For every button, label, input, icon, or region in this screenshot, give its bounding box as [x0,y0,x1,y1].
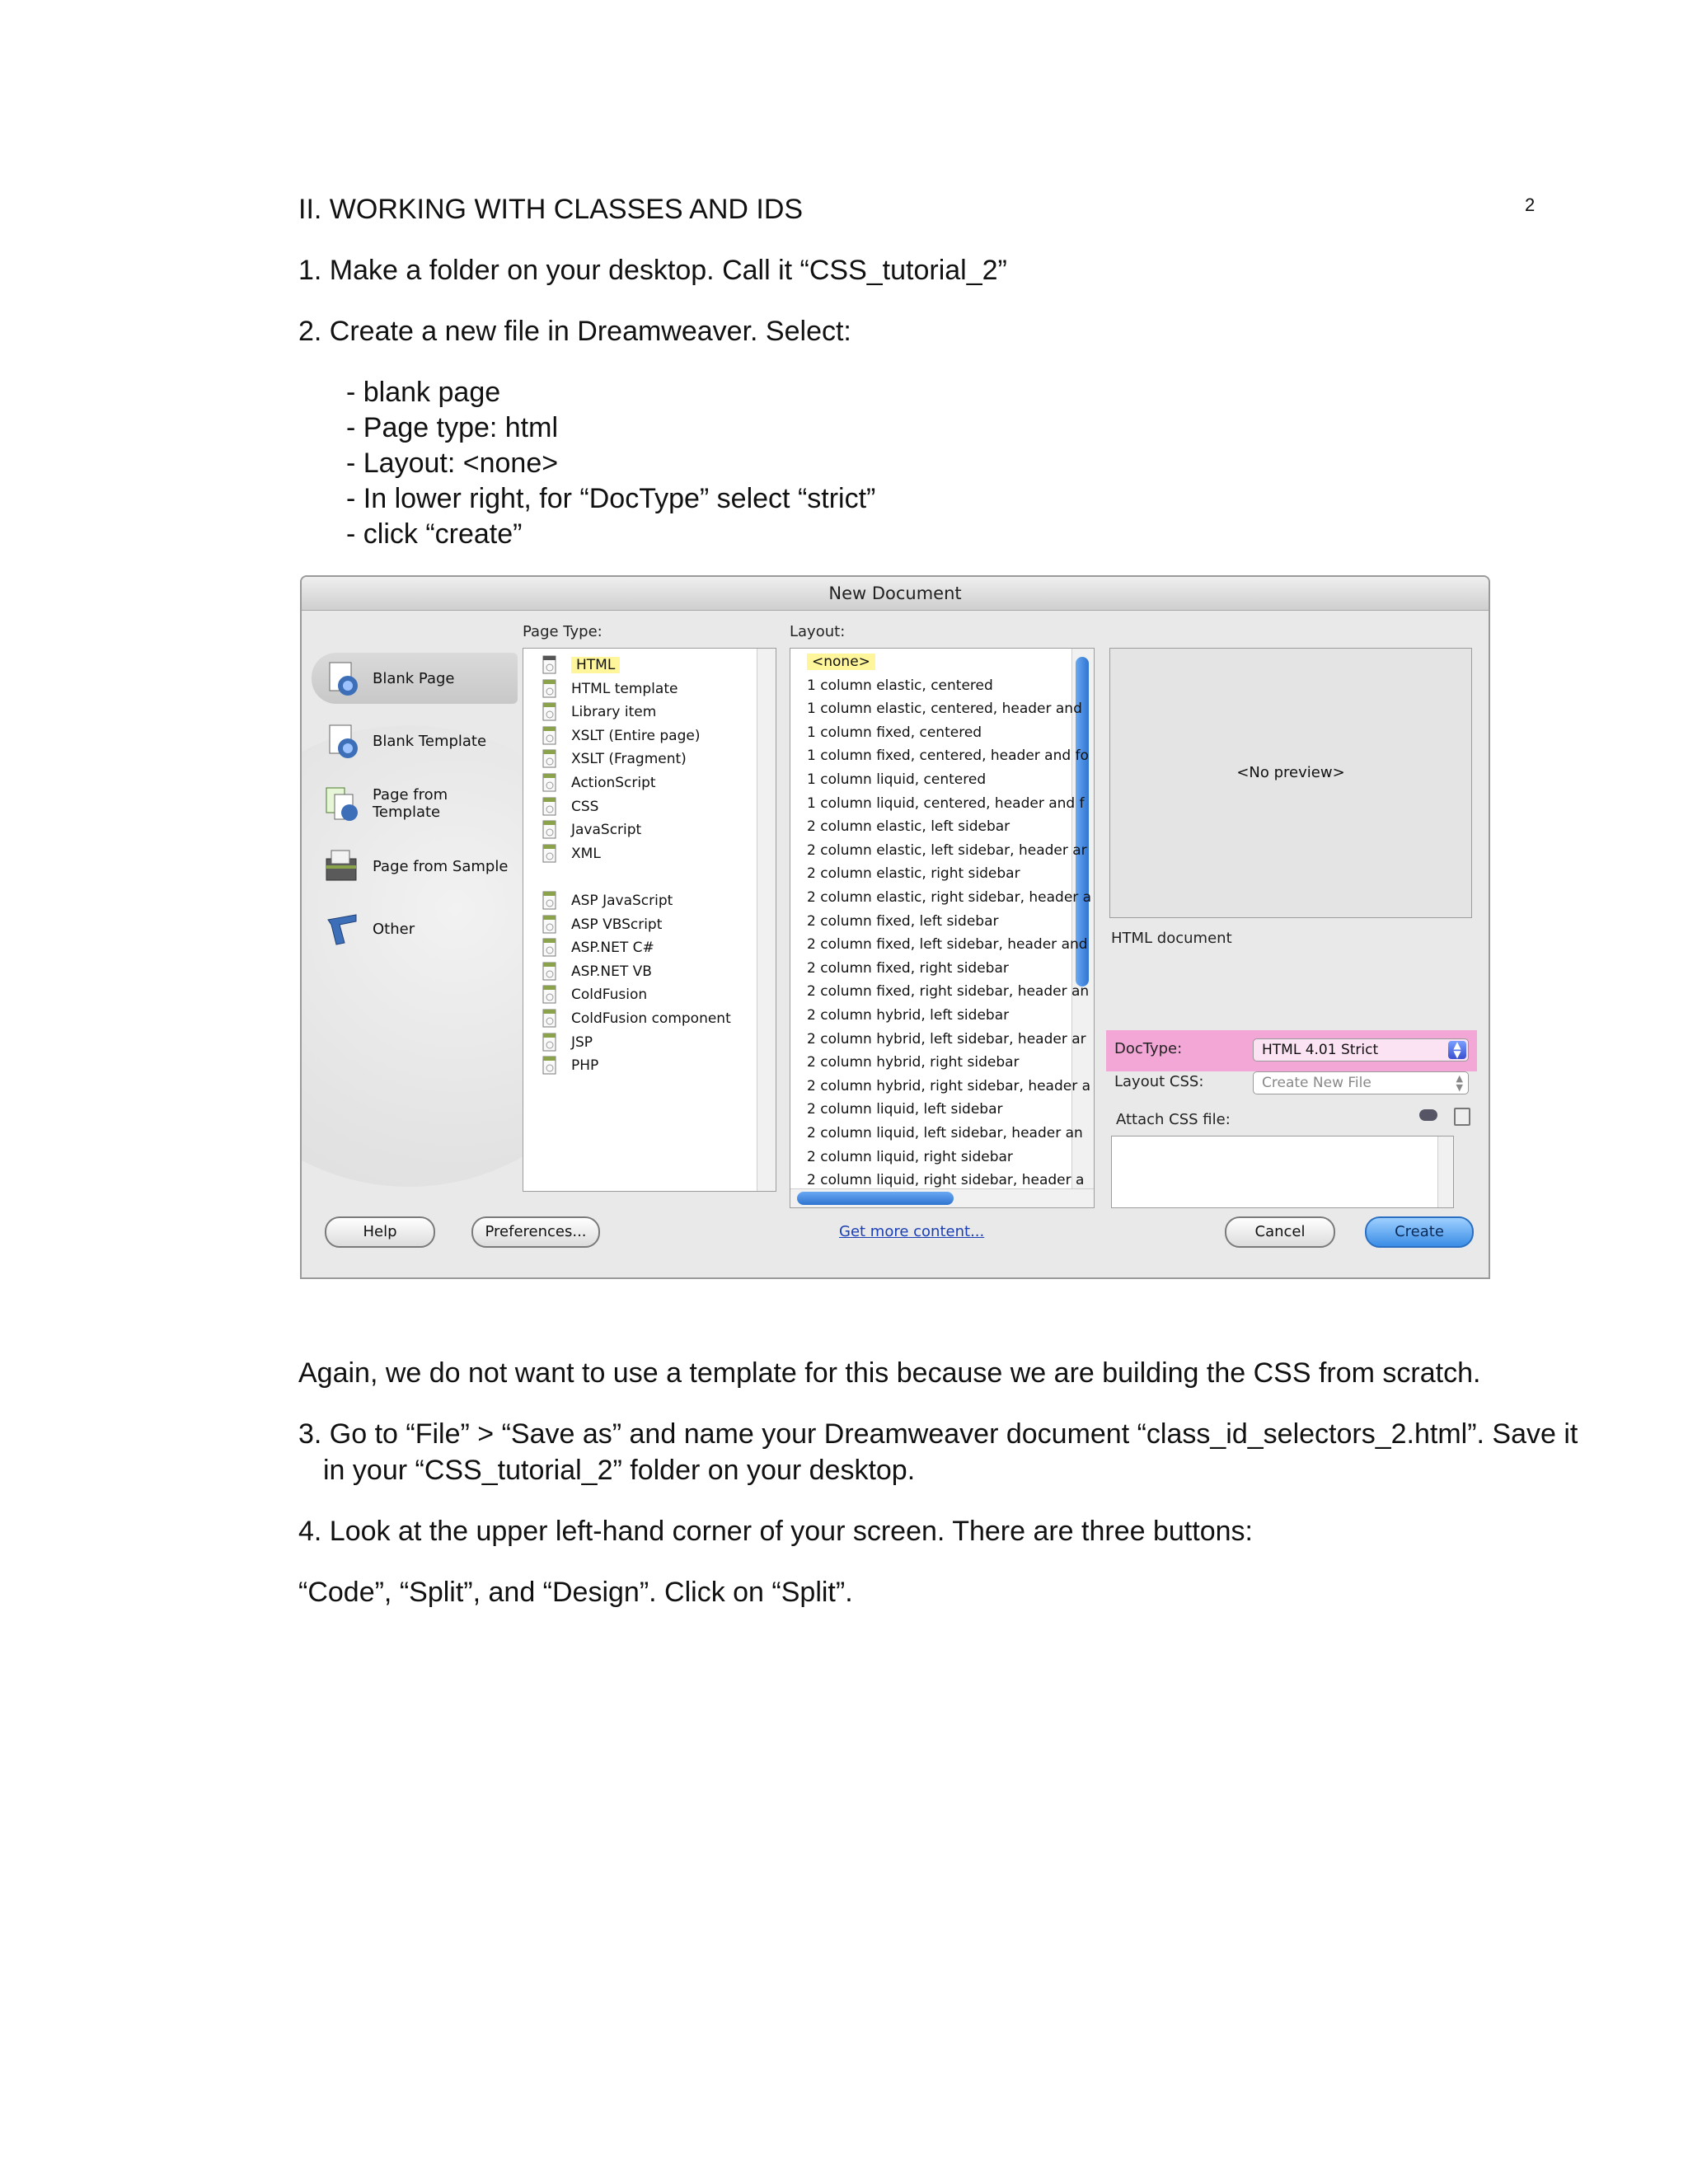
layout-item[interactable] [807,1146,1013,1169]
layout-label: 2 column fixed, left sidebar, header and [807,936,1088,954]
step-4-continued: “Code”, “Split”, and “Design”. Click on “Split”. [298,1577,853,1608]
file-icon [542,1056,558,1076]
layout-item[interactable] [807,768,986,791]
page-type-label: HTML [571,657,620,673]
layout-item[interactable] [807,933,1088,956]
bullet-doctype: - In lower right, for “DocType” select “strict” [346,483,876,514]
page-type-label: ActionScript [571,775,656,791]
layout-item[interactable] [807,1169,1084,1192]
dialog-title: New Document [302,577,1489,611]
layout-label: 2 column liquid, right sidebar [807,1148,1013,1165]
step-4: 4. Look at the upper left-hand corner of your screen. There are three buttons: [298,1516,1253,1547]
other-icon [323,910,361,948]
select-arrows-icon: ▲ ▼ [1456,1073,1463,1093]
blank-template-icon [323,722,361,760]
page-type-label: PHP [571,1057,599,1075]
layout-label: 2 column fixed, right sidebar [807,959,1009,977]
file-icon [542,891,558,911]
link-chain-icon[interactable] [1419,1109,1437,1121]
step-3-line-2: in your “CSS_tutorial_2” folder on your desktop. [323,1455,916,1486]
layout-item[interactable] [807,674,993,697]
category-blank-template[interactable] [312,715,518,766]
layout-item[interactable] [807,957,1009,980]
layout-label: 2 column elastic, right sidebar [807,865,1020,883]
doctype-select[interactable] [1253,1038,1469,1062]
file-icon [542,679,558,699]
preferences-button[interactable]: Preferences... [471,1216,600,1248]
page-type-label: JavaScript [571,822,642,839]
create-button[interactable]: Create [1365,1216,1474,1248]
layout-label: 2 column elastic, left sidebar, header ar [807,841,1087,859]
layout-item[interactable] [807,721,982,744]
file-icon [542,797,558,817]
layout-label: 2 column liquid, right sidebar, header a [807,1172,1085,1189]
file-icon [542,985,558,1005]
help-button[interactable]: Help [325,1216,435,1248]
preview-pane [1109,648,1472,918]
page-type-item[interactable] [571,842,601,865]
category-other[interactable] [312,903,518,954]
page-type-scrollbar[interactable] [757,649,776,1191]
bullet-layout: - Layout: <none> [346,448,559,479]
layout-item[interactable] [807,697,1082,720]
new-document-dialog [300,575,1490,1279]
page-number: 2 [1525,194,1536,215]
layout-item[interactable] [807,815,1010,838]
page-type-label: ColdFusion component [571,1010,731,1027]
page-type-label: ColdFusion [571,987,648,1004]
layout-label: 2 column liquid, left sidebar, header an [807,1125,1083,1141]
page-type-label: XML [571,845,601,862]
layout-item[interactable] [807,1075,1090,1098]
layout-h-scroll-thumb[interactable] [797,1192,954,1205]
layout-label: 2 column hybrid, left sidebar, header ar [807,1030,1086,1047]
layout-css-label: Layout CSS: [1114,1073,1204,1090]
layout-item[interactable] [807,886,1091,909]
file-icon [542,938,558,958]
layout-item[interactable] [807,650,875,673]
file-icon [542,655,558,675]
layout-label: Layout: [790,623,846,640]
page-type-label: CSS [571,798,599,815]
file-icon [542,702,558,722]
page-type-item[interactable] [571,818,641,841]
category-page-from-template[interactable] [312,778,518,829]
page-type-item[interactable] [571,701,656,724]
layout-item[interactable] [807,792,1085,815]
category-label: Blank Template [373,732,487,750]
file-icon [542,962,558,982]
page-from-sample-icon [323,847,361,885]
page-type-item[interactable] [571,771,656,794]
layout-item[interactable] [807,1028,1086,1051]
layout-label: 2 column hybrid, left sidebar [807,1007,1010,1024]
layout-item[interactable] [807,1122,1083,1145]
file-icon [542,1009,558,1029]
bullet-page-type: - Page type: html [346,412,559,443]
category-label: Blank Page [373,669,455,687]
file-icon [542,1033,558,1052]
page-type-label: Library item [571,704,657,721]
layout-label: 1 column liquid, centered [807,771,987,788]
doctype-label: DocType: [1114,1040,1183,1057]
attach-css-scrollbar[interactable] [1437,1137,1453,1207]
layout-item[interactable] [807,1004,1009,1027]
get-more-content-link[interactable]: Get more content... [839,1223,985,1240]
category-blank-page[interactable] [312,653,518,704]
layout-label: 1 column fixed, centered, header and fo [807,748,1089,765]
layout-css-select[interactable] [1253,1071,1469,1094]
page-type-item[interactable] [571,913,662,936]
doctype-value: HTML 4.01 Strict [1262,1042,1379,1058]
bullet-click-create: - click “create” [346,518,523,550]
step-2: 2. Create a new file in Dreamweaver. Select: [298,316,851,347]
layout-label: <none> [807,654,875,670]
layout-css-value: Create New File [1262,1075,1372,1091]
blank-page-icon [323,659,361,697]
page-type-item[interactable] [571,677,678,701]
attach-css-list[interactable] [1111,1136,1454,1208]
layout-item[interactable] [807,910,998,933]
page-type-item[interactable] [571,1007,731,1030]
layout-label: 1 column elastic, centered [807,677,993,694]
layout-label: 2 column hybrid, right sidebar [807,1054,1020,1071]
file-icon [542,915,558,935]
preview-text: <No preview> [1236,764,1345,781]
page-type-item[interactable] [571,960,652,983]
layout-item[interactable] [807,862,1020,885]
step-3-line-1: 3. Go to “File” > “Save as” and name your Dreamweaver document “class_id_selectors_2.html”. Save it [298,1418,1578,1450]
page-type-item[interactable] [571,1031,593,1054]
file-icon [542,844,558,864]
page-type-item[interactable] [571,795,598,818]
page-type-list[interactable] [523,648,776,1192]
page-type-label: JSP [571,1033,593,1051]
select-arrows-icon: ▲ ▼ [1448,1041,1466,1059]
layout-label: 2 column elastic, right sidebar, header a [807,889,1092,906]
file-icon [542,820,558,840]
section-heading: II. WORKING WITH CLASSES AND IDS [298,194,804,225]
page-type-label: XSLT (Fragment) [571,751,687,768]
paragraph-again: Again, we do not want to use a template for this because we are building the CSS from scratch. [298,1357,1481,1389]
page-type-item[interactable] [571,1054,598,1077]
page-from-template-icon [323,785,361,823]
layout-item[interactable] [807,839,1087,862]
file-icon [542,726,558,746]
page-type-label: HTML template [571,680,678,697]
file-icon [542,773,558,793]
layout-list[interactable] [790,648,1095,1208]
bullet-blank-page: - blank page [346,377,501,408]
page-type-item[interactable] [571,748,687,771]
page-type-item[interactable] [571,936,654,959]
category-label: Page from Sample [373,857,509,875]
page-type-label: ASP JavaScript [571,893,673,909]
category-label: Page from Template [373,786,448,821]
page-type-label: ASP.NET VB [571,963,652,980]
page-type-item[interactable] [571,724,700,748]
page-type-item[interactable] [571,983,647,1006]
page-type-item[interactable] [571,654,620,677]
cancel-button[interactable]: Cancel [1225,1216,1335,1248]
category-page-from-sample[interactable] [312,841,518,892]
category-label: Other [373,920,415,938]
layout-item[interactable] [807,980,1089,1003]
layout-label: 2 column fixed, left sidebar [807,912,999,930]
page-type-label: ASP.NET C# [571,940,654,957]
layout-label: 2 column elastic, left sidebar [807,818,1010,836]
trash-icon[interactable] [1454,1108,1470,1126]
file-icon [542,749,558,769]
document-description: HTML document [1111,930,1232,947]
layout-item[interactable] [807,744,1089,767]
layout-label: 2 column fixed, right sidebar, header an [807,983,1090,1001]
step-1: 1. Make a folder on your desktop. Call it “CSS_tutorial_2” [298,255,1007,286]
layout-item[interactable] [807,1051,1020,1074]
layout-item[interactable] [807,1098,1003,1121]
layout-label: 1 column fixed, centered [807,724,982,741]
attach-css-label: Attach CSS file: [1116,1111,1231,1128]
page-type-label: ASP VBScript [571,916,663,933]
page-type-item[interactable] [571,889,673,912]
layout-label: 1 column liquid, centered, header and f [807,794,1085,812]
layout-label: 2 column hybrid, right sidebar, header a [807,1077,1091,1094]
layout-label: 2 column liquid, left sidebar [807,1101,1003,1118]
layout-label: 1 column elastic, centered, header and [807,701,1082,718]
page-type-label: Page Type: [523,623,603,640]
page-type-label: XSLT (Entire page) [571,727,701,744]
